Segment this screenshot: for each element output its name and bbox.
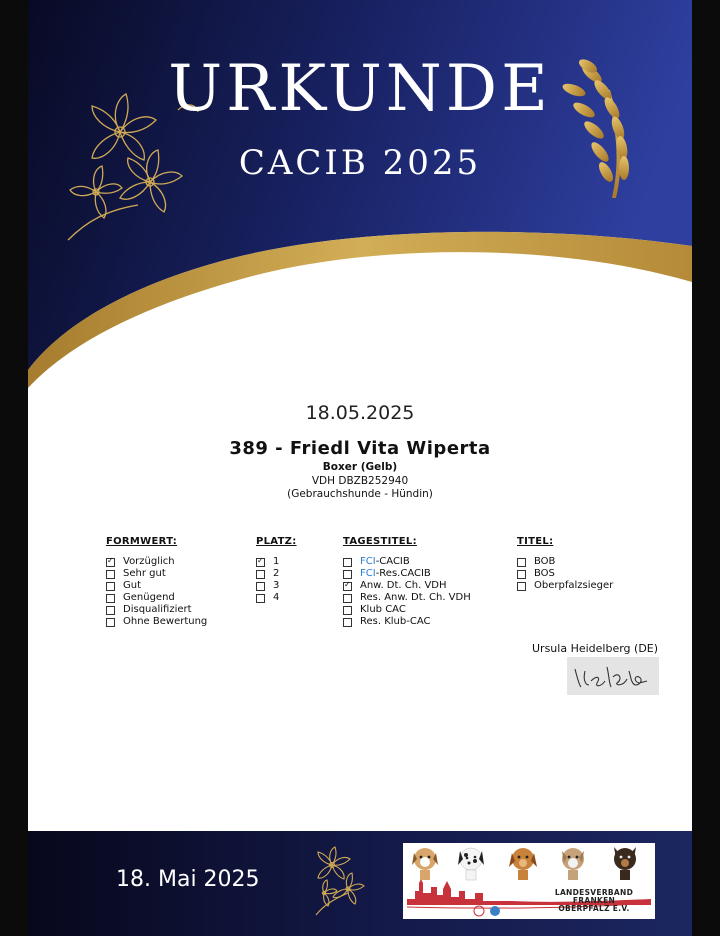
dog-registration: VDH DBZB252940 — [311, 475, 409, 487]
platz-heading: PLATZ: — [256, 536, 297, 547]
checkbox[interactable] — [343, 618, 352, 627]
tagestitel-label: -Res.CACIB — [375, 568, 431, 579]
formwert-column — [106, 536, 207, 628]
formwert-item — [106, 580, 207, 592]
judge-signature — [567, 657, 659, 695]
formwert-label: Disqualifiziert — [123, 604, 192, 615]
footer-date: 18. Mai 2025 — [116, 867, 260, 892]
club-logo-line1: LANDESVERBAND FRANKEN — [554, 888, 634, 905]
checkbox[interactable] — [106, 594, 115, 603]
checkbox-checked[interactable] — [106, 558, 115, 567]
platz-column — [256, 536, 297, 604]
checkbox[interactable] — [343, 594, 352, 603]
checkbox[interactable] — [106, 582, 115, 591]
titel-item — [517, 556, 613, 568]
certificate-page — [28, 0, 692, 936]
footer-band — [28, 831, 692, 936]
titel-item — [517, 568, 613, 580]
tagestitel-item — [343, 556, 471, 568]
tagestitel-heading: TAGESTITEL: — [343, 536, 417, 547]
tagestitel-item — [343, 592, 471, 604]
tagestitel-label: Res. Klub-CAC — [360, 616, 431, 627]
formwert-item — [106, 592, 207, 604]
platz-label: 2 — [273, 568, 280, 579]
dog-breed: Boxer (Gelb) — [322, 461, 398, 473]
tagestitel-label: Anw. Dt. Ch. VDH — [360, 580, 447, 591]
tagestitel-label: Res. Anw. Dt. Ch. VDH — [360, 592, 471, 603]
checkbox[interactable] — [517, 582, 526, 591]
platz-item — [256, 568, 297, 580]
titel-label: Oberpfalzsieger — [534, 580, 614, 591]
formwert-label: Vorzüglich — [123, 556, 175, 567]
dog-illustration-icon — [614, 847, 636, 880]
platz-item — [256, 580, 297, 592]
judge-name: Ursula Heidelberg (DE) — [532, 642, 659, 655]
club-logo — [403, 843, 655, 919]
titel-item — [517, 580, 613, 592]
formwert-label: Gut — [123, 580, 142, 591]
formwert-label: Sehr gut — [123, 568, 166, 579]
titel-heading: TITEL: — [517, 536, 554, 547]
tagestitel-item — [343, 568, 471, 580]
platz-label: 1 — [273, 556, 280, 567]
dog-class: (Gebrauchshunde - Hündin) — [287, 488, 433, 500]
tagestitel-item — [343, 604, 471, 616]
checkbox[interactable] — [343, 558, 352, 567]
checkbox-checked[interactable] — [343, 582, 352, 591]
tagestitel-column — [343, 536, 471, 628]
checkbox[interactable] — [256, 582, 265, 591]
checkbox[interactable] — [343, 606, 352, 615]
certificate-title: URKUNDE — [168, 52, 552, 126]
club-logo-text — [533, 889, 655, 913]
titel-column — [517, 536, 613, 592]
dog-illustration-icon — [458, 848, 484, 880]
checkbox[interactable] — [517, 558, 526, 567]
platz-item — [256, 592, 297, 604]
dog-illustration-icon — [412, 848, 438, 880]
checkbox-checked[interactable] — [256, 558, 265, 567]
fci-prefix: FCI — [360, 568, 376, 579]
tagestitel-label: Klub CAC — [360, 604, 406, 615]
formwert-item — [106, 604, 207, 616]
formwert-label: Ohne Bewertung — [123, 616, 208, 627]
checkbox[interactable] — [343, 570, 352, 579]
dog-name: 389 - Friedl Vita Wiperta — [229, 438, 491, 459]
right-margin — [692, 0, 720, 936]
formwert-item — [106, 556, 207, 568]
tagestitel-item — [343, 580, 471, 592]
checkbox[interactable] — [256, 594, 265, 603]
left-margin — [0, 0, 28, 936]
club-logo-line2: OBERPFALZ E.V. — [558, 904, 630, 913]
flower-ornament-icon — [308, 843, 370, 919]
checkbox[interactable] — [106, 570, 115, 579]
checkbox[interactable] — [106, 618, 115, 627]
certificate-subtitle: CACIB 2025 — [238, 143, 482, 183]
formwert-heading: FORMWERT: — [106, 536, 178, 547]
formwert-label: Genügend — [123, 592, 175, 603]
platz-label: 4 — [273, 592, 280, 603]
tagestitel-label: -CACIB — [375, 556, 410, 567]
dog-illustration-icon — [509, 848, 537, 880]
checkbox[interactable] — [106, 606, 115, 615]
tagestitel-item — [343, 616, 471, 628]
titel-label: BOS — [534, 568, 555, 579]
checkbox[interactable] — [517, 570, 526, 579]
formwert-item — [106, 568, 207, 580]
platz-label: 3 — [273, 580, 280, 591]
titel-label: BOB — [534, 556, 556, 567]
dog-illustration-icon — [562, 848, 584, 880]
fci-prefix: FCI — [360, 556, 376, 567]
checkbox[interactable] — [256, 570, 265, 579]
formwert-item — [106, 616, 207, 628]
show-date: 18.05.2025 — [305, 402, 415, 424]
platz-item — [256, 556, 297, 568]
